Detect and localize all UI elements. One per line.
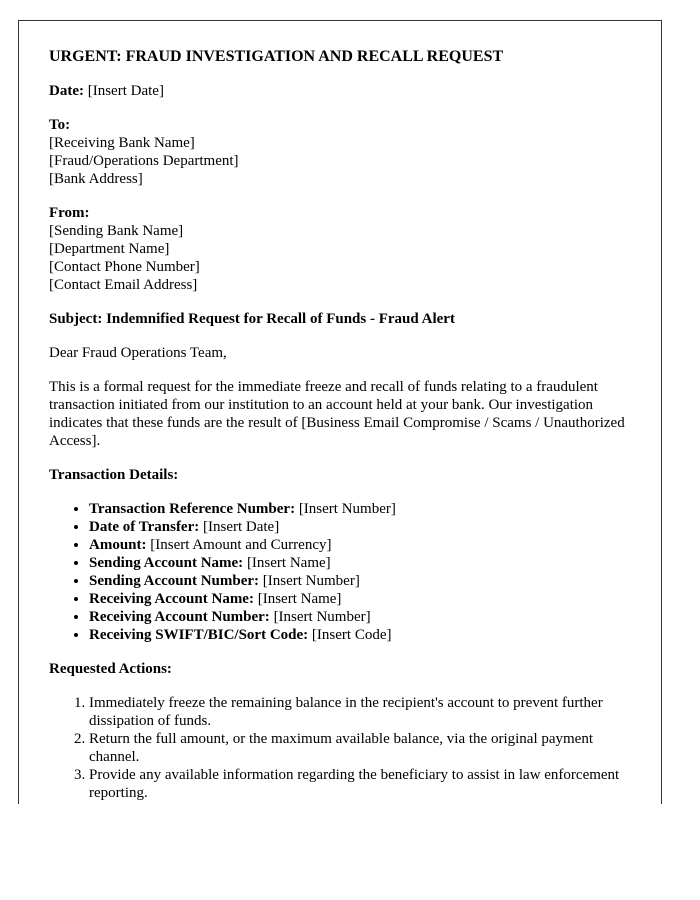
letter-page [18, 20, 662, 804]
detail-label: Sending Account Name: [89, 555, 244, 571]
from-block [49, 204, 633, 294]
list-item [89, 608, 633, 626]
detail-value: [Insert Number] [298, 501, 396, 517]
detail-label: Transaction Reference Number: [89, 501, 296, 517]
detail-value: [Insert Date] [203, 519, 280, 535]
from-label: From: [49, 205, 90, 221]
to-line: [Fraud/Operations Department] [49, 153, 239, 169]
letter-title: URGENT: FRAUD INVESTIGATION AND RECALL REQUEST [49, 48, 504, 65]
transaction-heading [49, 466, 633, 484]
transaction-details-list [49, 500, 633, 644]
requested-actions-list [49, 694, 633, 802]
detail-value: [Insert Code] [311, 627, 392, 643]
list-item [89, 626, 633, 644]
actions-heading [49, 660, 633, 678]
detail-value: [Insert Name] [257, 591, 342, 607]
detail-label: Receiving SWIFT/BIC/Sort Code: [89, 627, 309, 643]
date-value: [Insert Date] [87, 83, 164, 99]
actions-heading-text: Requested Actions: [49, 661, 172, 677]
date-line [49, 82, 633, 100]
list-item [89, 518, 633, 536]
detail-value: [Insert Amount and Currency] [150, 537, 332, 553]
from-line: [Contact Email Address] [49, 277, 198, 293]
list-item: 1. Immediately freeze the remaining balance in the recipient's account to prevent further dissipation of funds. [89, 694, 633, 730]
to-label: To: [49, 117, 71, 133]
list-item [89, 536, 633, 554]
list-item [89, 590, 633, 608]
from-line: [Sending Bank Name] [49, 223, 184, 239]
list-item: 3. Provide any available information regarding the beneficiary to assist in law enforcement reporting. [89, 766, 633, 802]
detail-label: Receiving Account Name: [89, 591, 254, 607]
subject-line [49, 310, 633, 328]
detail-label: Amount: [89, 537, 147, 553]
detail-label: Sending Account Number: [89, 573, 260, 589]
from-line: [Department Name] [49, 241, 170, 257]
list-item [89, 572, 633, 590]
to-line: [Receiving Bank Name] [49, 135, 195, 151]
detail-label: Receiving Account Number: [89, 609, 270, 625]
salutation: Dear Fraud Operations Team, [49, 345, 227, 361]
date-label: Date: [49, 83, 84, 99]
detail-value: [Insert Number] [262, 573, 360, 589]
detail-value: [Insert Number] [273, 609, 371, 625]
detail-label: Date of Transfer: [89, 519, 200, 535]
subject-text: Subject: Indemnified Request for Recall of Funds - Fraud Alert [49, 311, 455, 327]
list-item: 2. Return the full amount, or the maximum available balance, via the original payment channel. [89, 730, 633, 766]
to-line: [Bank Address] [49, 171, 143, 187]
list-item [89, 554, 633, 572]
from-line: [Contact Phone Number] [49, 259, 200, 275]
intro-paragraph: This is a formal request for the immediate freeze and recall of funds relating to a fraudulent transaction initiated from our institution to an account held at your bank. Our investigation indicates that these funds are the result of [Business Email Compromise / Scams / Unauthorized Access]. [49, 379, 625, 449]
detail-value: [Insert Name] [246, 555, 331, 571]
transaction-heading-text: Transaction Details: [49, 467, 179, 483]
to-block [49, 116, 633, 188]
list-item [89, 500, 633, 518]
